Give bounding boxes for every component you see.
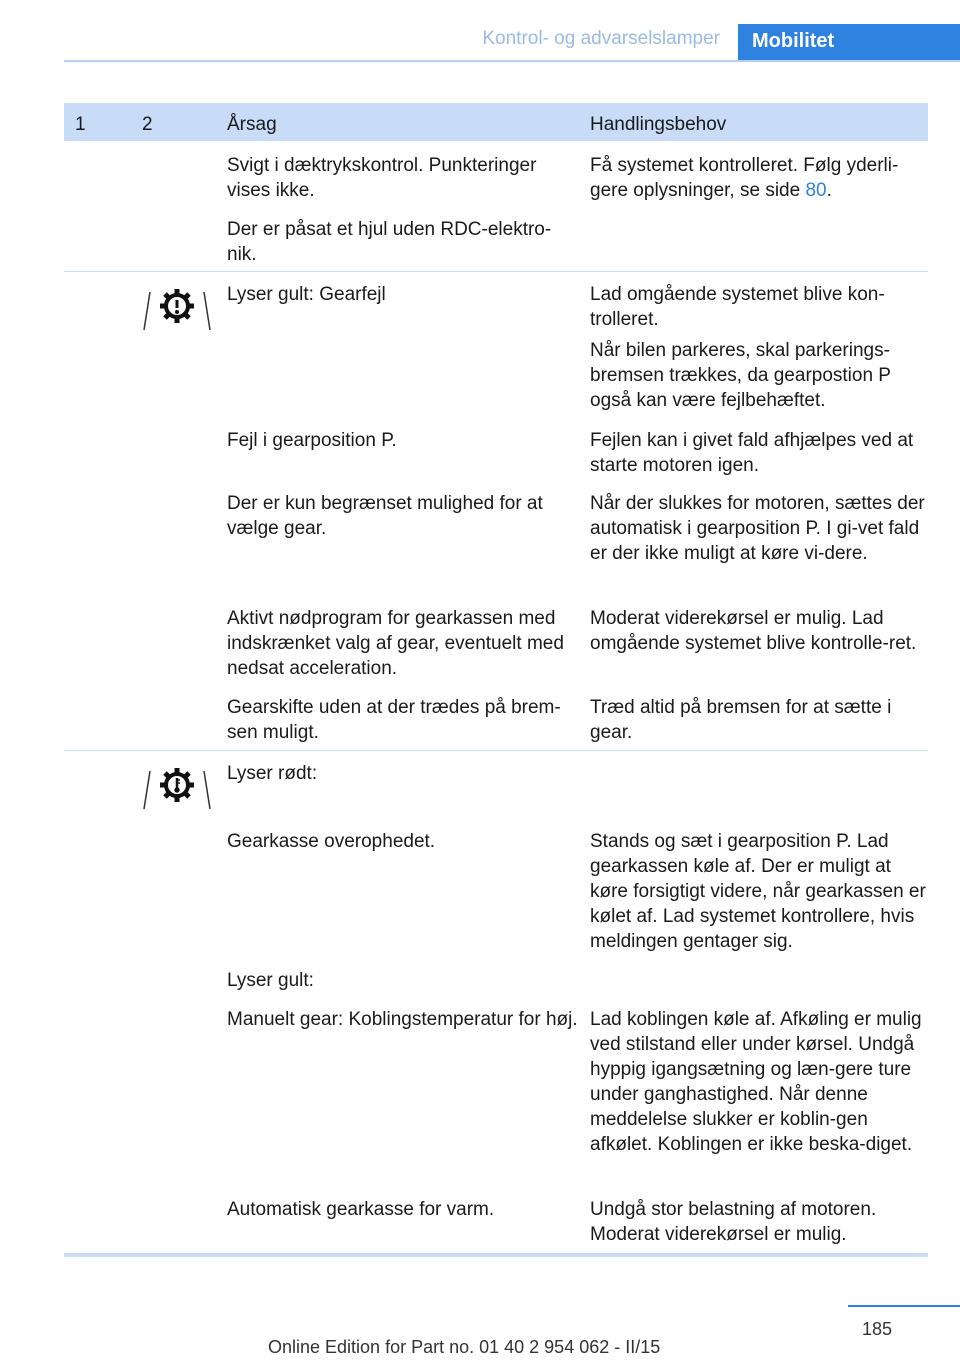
table-row-group	[64, 272, 928, 750]
table-row-group	[64, 751, 928, 1251]
cause-text: Der er kun begrænset mulighed for at vælge gear.	[227, 493, 543, 539]
column-header-2: 2	[142, 114, 153, 135]
gear-temperature-icon	[140, 761, 214, 813]
action-text: Stands og sæt i gearposition P. Lad gearkassen køle af. Der er muligt at køre forsigtigt videre, når gearkassen er kølet af. Lad systemet kontrollere, hvis meldingen gentager sig.	[590, 831, 926, 952]
lamp-status-label: Lyser rødt:	[227, 763, 318, 784]
table-bottom-rule	[64, 1253, 928, 1257]
action-text-body: Få systemet kontrolleret. Følg yderli-gere oplysninger, se side	[590, 155, 899, 201]
action-text: Moderat viderekørsel er mulig. Lad omgående systemet blive kontrolle-ret.	[590, 608, 917, 654]
action-text: Lad omgående systemet blive kon-trolleret.	[590, 284, 885, 330]
column-header-1: 1	[75, 114, 86, 135]
action-text: Når bilen parkeres, skal parkerings-bremsen trækkes, da gearpostion P også kan være fejlbehæftet.	[590, 340, 891, 411]
action-text-end: .	[826, 180, 832, 201]
cause-text: Aktivt nødprogram for gearkassen med indskrænket valg af gear, eventuelt med nedsat acceleration.	[227, 608, 564, 679]
action-text: Træd altid på bremsen for at sætte i gear.	[590, 697, 892, 743]
edition-footer: Online Edition for Part no. 01 40 2 954 062 - II/15	[268, 1337, 661, 1357]
action-text: Undgå stor belastning af motoren. Moderat viderekørsel er mulig.	[590, 1199, 877, 1245]
cause-text: Automatisk gearkasse for varm.	[227, 1199, 495, 1220]
cause-text: Manuelt gear: Koblingstemperatur for høj.	[227, 1009, 578, 1030]
cause-text: Fejl i gearposition P.	[227, 430, 397, 451]
column-header-action: Handlingsbehov	[590, 114, 727, 135]
column-header-cause: Årsag	[227, 114, 277, 135]
cause-text: Gearkasse overophedet.	[227, 831, 436, 852]
action-text: Lad koblingen køle af. Afkøling er mulig ved stilstand eller under kørsel. Undgå hyppig igangsætning og læn-gere ture under ganghastighed. Når denne meddelelse slukker er koblin-gen afkølet. Koblingen er ikke beska-diget.	[590, 1009, 922, 1155]
cause-text: Lyser gult: Gearfejl	[227, 284, 386, 305]
chapter-tab: Mobilitet	[738, 24, 960, 62]
action-text	[590, 153, 928, 203]
table-row	[64, 141, 928, 271]
page-number: 185	[862, 1319, 893, 1339]
section-title: Kontrol- og advarselslamper	[482, 28, 720, 49]
page-number-rule	[848, 1305, 960, 1307]
lamp-status-label: Lyser gult:	[227, 970, 314, 991]
cause-text: Der er påsat et hjul uden RDC-elektro-nik.	[227, 219, 552, 265]
cause-text: Svigt i dæktrykskontrol. Punkteringer vises ikke.	[227, 155, 537, 201]
warning-lamp-table	[64, 103, 928, 1251]
action-text: Fejlen kan i givet fald afhjælpes ved at starte motoren igen.	[590, 430, 914, 476]
page-reference-link[interactable]: 80	[805, 180, 827, 201]
action-text: Når der slukkes for motoren, sættes der automatisk i gearposition P. I gi-vet fald er der ikke muligt at køre vi-dere.	[590, 493, 925, 564]
cause-text: Gearskifte uden at der trædes på brem-sen muligt.	[227, 697, 561, 743]
header-rule	[64, 60, 960, 62]
table-header	[64, 103, 928, 141]
gear-warning-icon	[140, 282, 214, 334]
